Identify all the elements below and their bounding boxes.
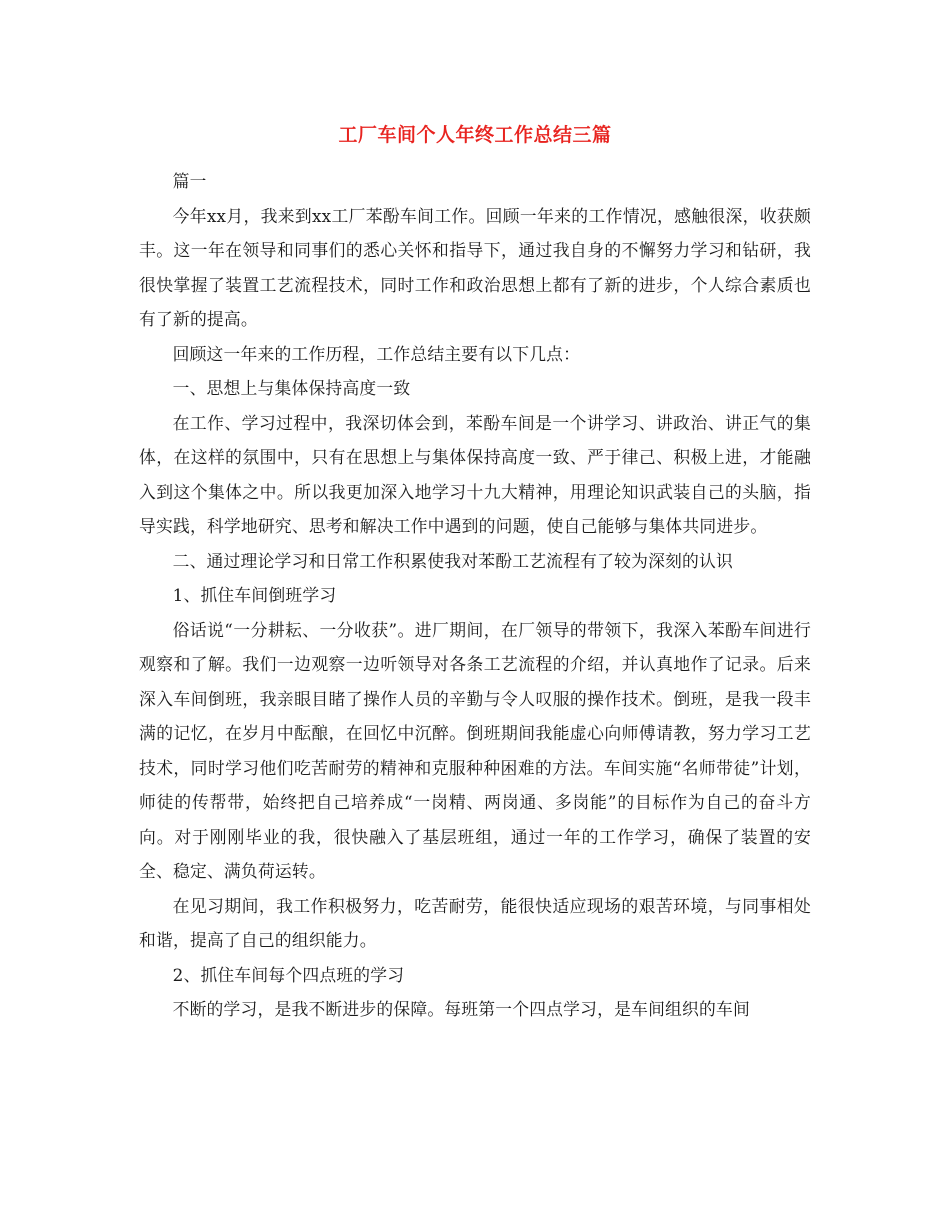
body-paragraph: 今年xx月，我来到xx工厂苯酚车间工作。回顾一年来的工作情况，感触很深，收获颇丰。这一年在领导和同事们的悉心关怀和指导下，通过我自身的不懈努力学习和钻研，我很快掌握了装置工艺流程技术，同时工作和政治思想上都有了新的进步，个人综合素质也有了新的提高。: [139, 205, 811, 329]
body-paragraph: 俗话说“一分耕耘、一分收获”。进厂期间，在厂领导的带领下，我深入苯酚车间进行观察和了解。我们一边观察一边听领导对各条工艺流程的介绍，并认真地作了记录。后来深入车间倒班，我亲眼目睹了操作人员的辛勤与令人叹服的操作技术。倒班，是我一段丰满的记忆，在岁月中酝酿，在回忆中沉醉。倒班期间我能虚心向师傅请教，努力学习工艺技术，同时学习他们吃苦耐劳的精神和克服种种困难的方法。车间实施“名师带徒”计划，师徒的传帮带，始终把自己培养成“一岗精、两岗通、多岗能”的目标作为自己的奋斗方向。对于刚刚毕业的我，很快融入了基层班组，通过一年的工作学习，确保了装置的安全、稳定、满负荷运转。: [139, 619, 811, 881]
body-paragraph: 回顾这一年来的工作历程，工作总结主要有以下几点：: [172, 343, 581, 364]
subsection-heading: 1、抓住车间倒班学习: [172, 585, 337, 605]
subsection-heading: 2、抓住车间每个四点班的学习: [172, 964, 405, 985]
body-paragraph: 不断的学习，是我不断进步的保障。每班第一个四点学习，是车间组织的车间: [172, 999, 750, 1019]
section-heading-part-one: 篇一: [172, 171, 207, 191]
document-title: 工厂车间个人年终工作总结三篇: [338, 124, 612, 146]
document-body: [139, 164, 811, 1027]
section-heading: 一、思想上与集体保持高度一致: [172, 378, 411, 398]
body-paragraph: 在见习期间，我工作积极努力，吃苦耐劳，能很快适应现场的艰苦环境，与同事相处和谐，提高了自己的组织能力。: [139, 895, 811, 950]
section-heading: 二、通过理论学习和日常工作积累使我对苯酚工艺流程有了较为深刻的认识: [172, 550, 733, 571]
body-paragraph: 在工作、学习过程中，我深切体会到，苯酚车间是一个讲学习、讲政治、讲正气的集体，在这样的氛围中，只有在思想上与集体保持高度一致、严于律己、积极上进，才能融入到这个集体之中。所以我更加深入地学习十九大精神，用理论知识武装自己的头脑，指导实践，科学地研究、思考和解决工作中遇到的问题，使自己能够与集体共同进步。: [139, 412, 811, 536]
